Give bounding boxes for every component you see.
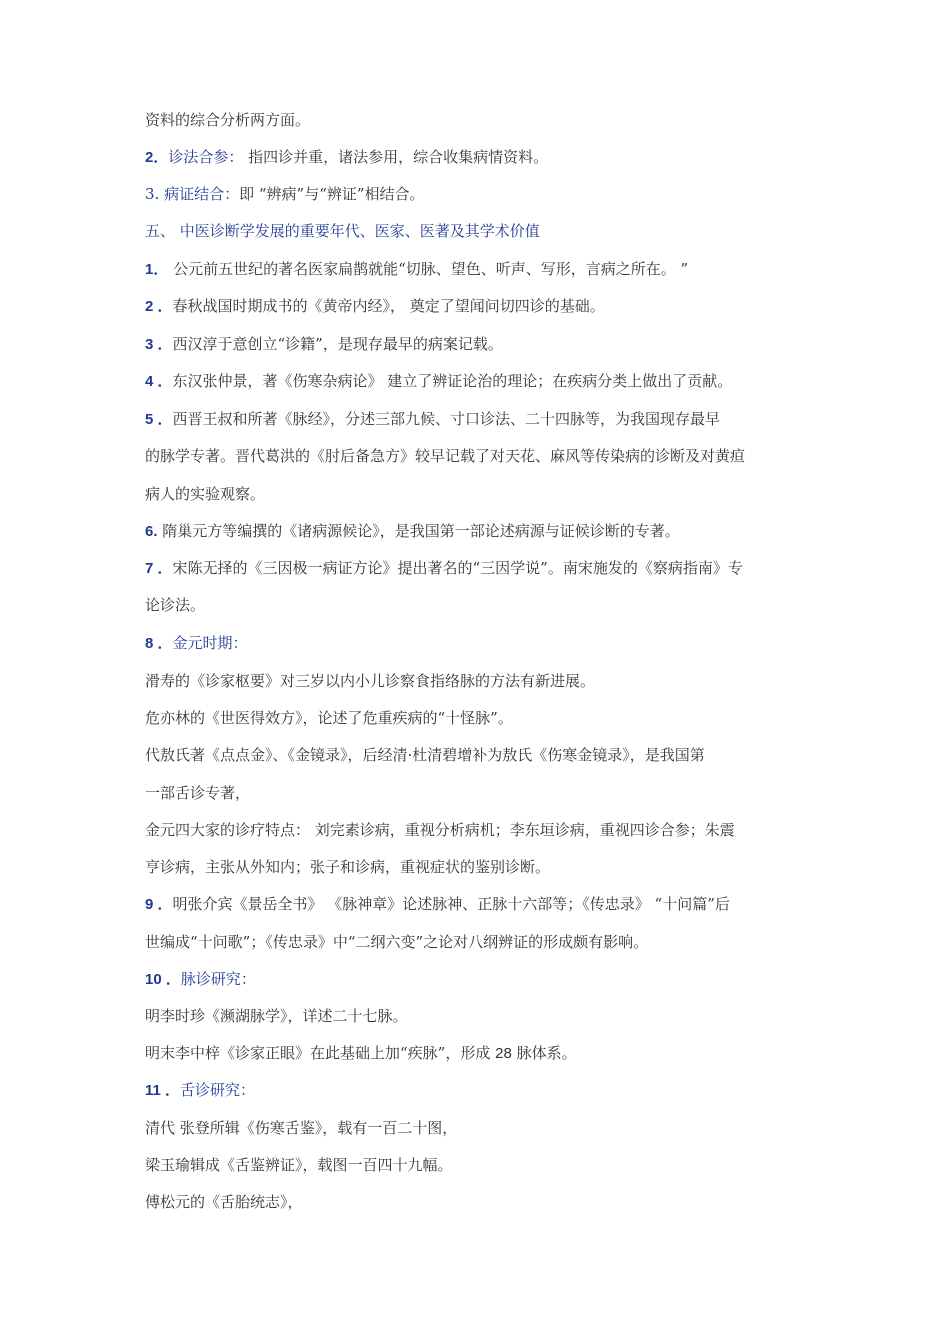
item-text: 春秋战国时期成书的《黄帝内经》， 奠定了望闻问切四诊的基础。 xyxy=(172,297,605,315)
item-text: 西汉淳于意创立“诊籍”，是现存最早的病案记载。 xyxy=(172,335,503,353)
paragraph-line xyxy=(145,1006,810,1026)
text-run: 脉体系。 xyxy=(511,1044,577,1062)
item-number: 2 ． xyxy=(145,298,173,315)
item-number: 5 ． xyxy=(145,411,173,428)
item-text: 东汉张仲景，著《伤寒杂病论》 建立了辨证论治的理论；在疾病分类上做出了贡献。 xyxy=(172,372,733,390)
item-heading: 脉诊研究： xyxy=(180,970,256,988)
text-run: 病人的实验观察。 xyxy=(145,485,266,503)
paragraph-line xyxy=(145,1192,810,1212)
item-text: 西晋王叔和所著《脉经》，分述三部九候、寸口诊法、二十四脉等，为我国现存最早 xyxy=(172,410,721,428)
text-run: 的脉学专著。晋代葛洪的《肘后备急方》较早记载了对天花、麻风等传染病的诊断及对黄疸 xyxy=(145,447,746,465)
text-run: 资料的综合分析两方面。 xyxy=(145,111,311,129)
item-number: 7 ． xyxy=(145,560,173,577)
item-heading: 金元时期： xyxy=(172,634,248,652)
paragraph-line xyxy=(145,1118,810,1138)
paragraph-line xyxy=(145,484,810,504)
section-heading-text: 五、 中医诊断学发展的重要年代、医家、医著及其学术价值 xyxy=(145,222,540,240)
paragraph-line xyxy=(145,857,810,877)
item-number: 10 ． xyxy=(145,971,181,988)
item-number: 11 ． xyxy=(145,1082,181,1099)
item-text: 指四诊并重，诸法参用，综合收集病情资料。 xyxy=(243,148,549,166)
item-heading: 舌诊研究： xyxy=(180,1081,256,1099)
paragraph-line xyxy=(145,783,810,803)
item-number: 9 ． xyxy=(145,896,173,913)
text-run: 明李时珍《濒湖脉学》，详述二十七脉。 xyxy=(145,1007,408,1025)
list-item-2 xyxy=(145,147,810,168)
inline-number: 28 xyxy=(495,1045,512,1062)
list-item-4 xyxy=(145,371,810,392)
item-heading: 诊法合参： xyxy=(168,148,244,166)
item-number: 4 ． xyxy=(145,373,173,390)
list-item-1 xyxy=(145,259,810,280)
paragraph-line xyxy=(145,932,810,952)
item-number: 6. xyxy=(145,523,158,540)
item-heading: 3. 病证结合： xyxy=(145,185,240,203)
list-item-3 xyxy=(145,334,810,355)
item-number: 3 ． xyxy=(145,336,173,353)
item-number: 2． xyxy=(145,149,169,166)
paragraph-line xyxy=(145,745,810,765)
list-item-11 xyxy=(145,1080,810,1101)
item-text: 宋陈无择的《三因极一病证方论》提出著名的“三因学说”。南宋施发的《察病指南》专 xyxy=(172,559,743,577)
text-run: 危亦林的《世医得效方》，论述了危重疾病的“十怪脉”。 xyxy=(145,709,513,727)
text-run: 世编成“十问歌”；《传忠录》中“二纲六变”之论对八纲辨证的形成颇有影响。 xyxy=(145,933,649,951)
item-number: 8 ． xyxy=(145,635,173,652)
paragraph-line xyxy=(145,671,810,691)
paragraph-line xyxy=(145,595,810,615)
item-text: 即 “辨病”与“辨证”相结合。 xyxy=(239,185,425,203)
item-text: 隋巢元方等编撰的《诸病源候论》，是我国第一部论述病源与证候诊断的专著。 xyxy=(157,522,680,540)
list-item-5 xyxy=(145,409,810,430)
text-run: 明末李中梓《诊家正眼》在此基础上加“疾脉”，形成 xyxy=(145,1044,496,1062)
paragraph-line xyxy=(145,708,810,728)
text-run: 代敖氏著《点点金》、《金镜录》，后经清·杜清碧增补为敖氏《伤寒金镜录》，是我国第 xyxy=(145,746,705,764)
list-item-6 xyxy=(145,521,810,542)
text-run: 傅松元的《舌胎统志》， xyxy=(145,1193,303,1211)
text-run: 亨诊病，主张从外知内；张子和诊病，重视症状的鉴别诊断。 xyxy=(145,858,551,876)
text-run: 梁玉瑜辑成《舌鉴辨证》，载图一百四十九幅。 xyxy=(145,1156,453,1174)
text-run: 滑寿的《诊家枢要》对三岁以内小儿诊察食指络脉的方法有新进展。 xyxy=(145,672,596,690)
list-item-9 xyxy=(145,894,810,915)
paragraph-line xyxy=(145,110,810,130)
list-item-7 xyxy=(145,558,810,579)
list-item-2 xyxy=(145,296,810,317)
list-item-3 xyxy=(145,184,810,204)
paragraph-line xyxy=(145,1155,810,1175)
list-item-8 xyxy=(145,633,810,654)
paragraph-line xyxy=(145,1043,810,1064)
paragraph-line xyxy=(145,820,810,840)
text-run: 清代 张登所辑《伤寒舌鉴》，载有一百二十图， xyxy=(145,1119,458,1137)
text-run: 一部舌诊专著， xyxy=(145,784,251,802)
item-number: 1． xyxy=(145,261,169,278)
text-run: 金元四大家的诊疗特点： 刘完素诊病，重视分析病机；李东垣诊病，重视四诊合参；朱震 xyxy=(145,821,735,839)
item-text: 公元前五世纪的著名医家扁鹊就能“切脉、望色、听声、写形，言病之所在。 ” xyxy=(168,260,689,278)
text-run: 论诊法。 xyxy=(145,596,206,614)
list-item-10 xyxy=(145,969,810,990)
section-heading xyxy=(145,221,810,241)
item-text: 明张介宾《景岳全书》 《脉神章》论述脉神、正脉十六部等；《传忠录》 “十问篇”后 xyxy=(172,895,730,913)
paragraph-line xyxy=(145,446,810,466)
